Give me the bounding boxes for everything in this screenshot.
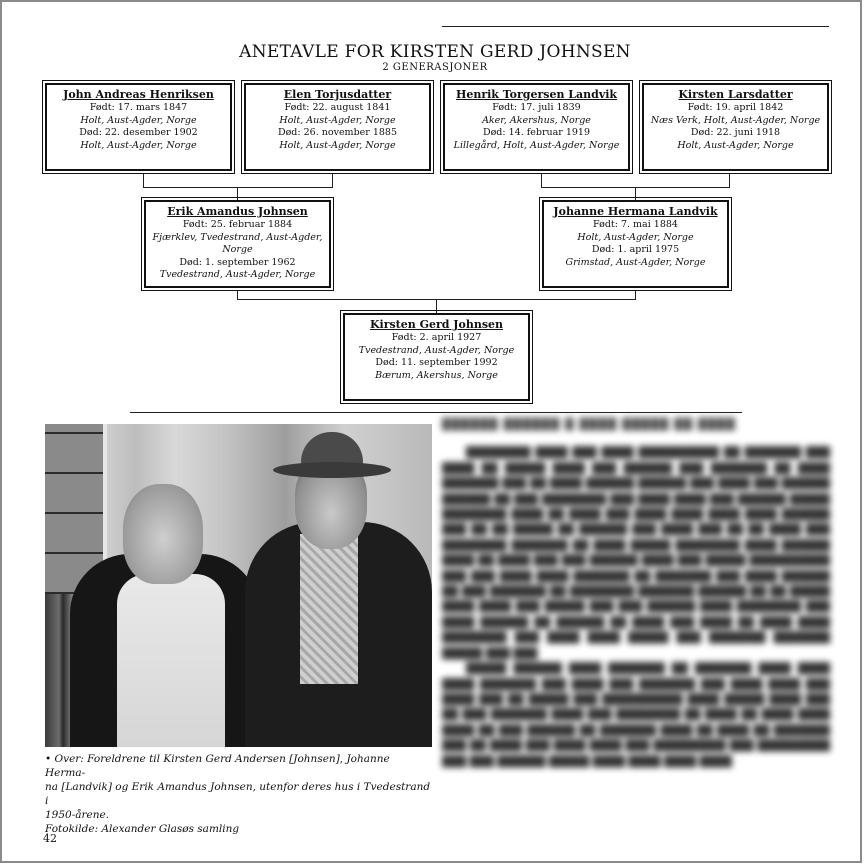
death-place: Bærum, Akershus, Norge [375, 369, 498, 381]
person-name: Kirsten Gerd Johnsen [369, 318, 504, 331]
person-name: John Andreas Henriksen [63, 88, 214, 101]
person-name: Kirsten Larsdatter [678, 88, 793, 101]
born-date: Født: 25. februar 1884 [182, 219, 293, 230]
born-place: Tvedestrand, Aust-Agder, Norge [358, 344, 515, 356]
death-place: Holt, Aust-Agder, Norge [677, 139, 794, 151]
person-box-mother [542, 200, 729, 288]
photo-credit: Fotokilde: Alexander Glasøs samling [45, 823, 240, 835]
person-name: Johanne Hermana Landvik [553, 205, 718, 218]
connector [237, 187, 238, 200]
born-date: Født: 2. april 1927 [391, 332, 482, 343]
death-place: Grimstad, Aust-Agder, Norge [565, 256, 706, 268]
death-place: Tvedestrand, Aust-Agder, Norge [159, 269, 316, 280]
top-rule [442, 26, 829, 27]
death-place: Holt, Aust-Agder, Norge [279, 139, 396, 151]
chart-subtitle: 2 GENERASJONER [382, 62, 488, 73]
death-date: Død: 22. desember 1902 [79, 127, 198, 138]
photo-hat [273, 432, 391, 482]
connector [143, 187, 333, 188]
death-place: Lillegård, Holt, Aust-Agder, Norge [453, 139, 620, 151]
connector [635, 187, 636, 200]
death-date: Død: 14. februar 1919 [482, 127, 591, 138]
photo-sweater [300, 534, 358, 684]
death-date: Død: 26. november 1885 [277, 127, 398, 138]
born-place: Holt, Aust-Agder, Norge [80, 114, 197, 126]
born-place: Fjærklev, Tvedestrand, Aust-Agder, Norge [152, 231, 323, 255]
death-date: Død: 1. september 1962 [179, 256, 296, 268]
born-date: Født: 22. august 1841 [284, 102, 391, 113]
person-name: Elen Torjusdatter [283, 88, 392, 101]
born-place: Næs Verk, Holt, Aust-Agder, Norge [650, 114, 821, 126]
connector [541, 174, 542, 188]
born-date: Født: 17. mars 1847 [89, 102, 188, 113]
born-date: Født: 17. juli 1839 [492, 102, 581, 113]
person-name: Erik Amandus Johnsen [167, 205, 308, 218]
chart-title: ANETAVLE FOR KIRSTEN GERD JOHNSEN [239, 42, 631, 62]
person-name: Henrik Torgersen Landvik [455, 88, 618, 101]
hat-brim [273, 462, 391, 478]
person-box-p1 [45, 83, 232, 171]
death-date: Død: 22. juni 1918 [690, 127, 781, 138]
photo-apron [117, 574, 225, 747]
section-rule [130, 412, 742, 413]
connector [332, 174, 333, 188]
born-date: Født: 7. mai 1884 [593, 219, 678, 230]
connector [143, 174, 144, 188]
death-date: Død: 11. september 1992 [375, 357, 498, 368]
page-number: 42 [43, 832, 57, 845]
photo-caption [45, 752, 432, 836]
connector [729, 174, 730, 188]
born-place: Holt, Aust-Agder, Norge [279, 114, 396, 126]
born-place: Holt, Aust-Agder, Norge [577, 231, 694, 243]
family-photo [45, 424, 432, 747]
born-place: Aker, Akershus, Norge [482, 114, 591, 126]
person-box-subject [343, 313, 530, 401]
death-place: Holt, Aust-Agder, Norge [80, 139, 197, 151]
death-date: Død: 1. april 1975 [591, 244, 680, 255]
born-date: Født: 19. april 1842 [687, 102, 784, 113]
caption-line: 1950-årene. [45, 809, 110, 821]
blurred-article-text: ██████ ██████ █ ████ █████ ██ ████ ████████ ████ ███ ████ ██████████ ██ ███████ ███ ████ ██ █████ ████ ███ ██████ ███ ███████ ██ ████ ███████ ███ ██ ████ ██████ ██████ ███ ████ ███ ██████ ██████ ██ ███ ████████ ███ ████ ████ ███ ██████ █████ ████████ ████ ██ ████ ███ ████ ████ ████ ████ ██████ ███ ██ ██ █████ ██ ██████ ███ ████ ███ ██ ██ ████ ███ ████████ ███████ ██ ████ █████ ████████ ████ ██████ ████ ██ ████ ███ ███ ██████ ████ ███ █████ ██████████ ███ ███ ████ ████ ███████ ██ ███████ ███ ████ ██████ ██ ███ ███████ ██ ████████ ███████ ██████ ██ ██ █████ ████ ████ ███ █████ ███ ███ ██████ ████ ████████ ███ ████ ██████ ██ ██████ ██ ████ ███ ████ ██ ████ ████ ████████ ███ ████ ████ █████ ███ ███████ ███████ █████ ███ ███ █████ ██████ ████ ███████ ██ ███████ ████ ████ ████ ███████ ███ ████ ███ ███████ ███ ████ ████ ███ ████ ███ ██ █████ ███ ██████████ ████ █████ ████ ███ ██ ███ ███████ ████ ███ ████████ ██ ████ ██ ████ ████ ████ ██ ███ ██████ ██ ███████ ████ ██ ████ ██ ███████ ███ ██ ████ ███ ████ ████ ███ █████████ ███ █████████ ███ ███ ██████ █████ ████ ████ ████ ████ [442, 418, 830, 768]
connector [436, 299, 437, 313]
person-box-p4 [642, 83, 829, 171]
caption-line: na [Landvik] og Erik Amandus Johnsen, utenfor deres hus i Tvedestrand i [45, 781, 431, 807]
photo-woman-head [123, 484, 203, 584]
person-box-p2 [244, 83, 431, 171]
person-box-father [144, 200, 331, 288]
caption-line: • Over: Foreldrene til Kirsten Gerd Andersen [Johnsen], Johanne Herma- [45, 753, 390, 779]
person-box-p3 [443, 83, 630, 171]
